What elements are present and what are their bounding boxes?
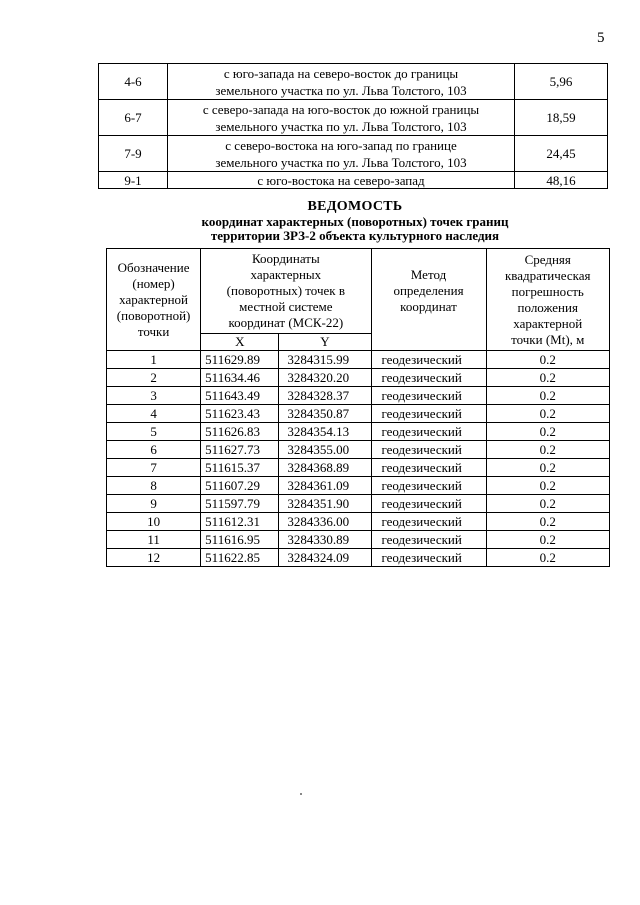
coord-x: 511612.31	[201, 513, 279, 531]
segment-row	[99, 136, 608, 172]
method-cell: геодезический	[371, 549, 486, 567]
method-cell: геодезический	[371, 387, 486, 405]
coord-y: 3284324.09	[279, 549, 371, 567]
segments-table	[98, 63, 608, 189]
header-designation-line: точки	[137, 323, 170, 339]
header-error-line: точки (Mt), м	[511, 331, 585, 347]
header-error-line: квадратическая	[504, 267, 591, 283]
segment-id: 6-7	[99, 100, 168, 136]
method-cell: геодезический	[371, 441, 486, 459]
point-number: 9	[107, 495, 201, 513]
segment-description	[168, 136, 515, 172]
coord-y: 3284320.20	[279, 369, 371, 387]
error-cell: 0.2	[486, 351, 610, 369]
header-coordinates	[201, 249, 371, 334]
error-cell: 0.2	[486, 387, 610, 405]
method-cell: геодезический	[371, 423, 486, 441]
error-cell: 0.2	[486, 531, 610, 549]
coordinate-row	[107, 351, 610, 369]
title-line-2: территории ЗРЗ-2 объекта культурного наследия	[210, 228, 500, 243]
segment-length: 5,96	[515, 64, 608, 100]
segment-id: 9-1	[99, 172, 168, 189]
method-cell: геодезический	[371, 459, 486, 477]
header-error	[486, 249, 610, 351]
segment-row	[99, 64, 608, 100]
coord-y: 3284328.37	[279, 387, 371, 405]
coordinate-row	[107, 369, 610, 387]
method-cell: геодезический	[371, 513, 486, 531]
error-cell: 0.2	[486, 405, 610, 423]
point-number: 4	[107, 405, 201, 423]
error-cell: 0.2	[486, 513, 610, 531]
header-designation-line: (поворотной)	[116, 307, 191, 323]
coordinate-row	[107, 495, 610, 513]
segment-row	[99, 100, 608, 136]
coord-x: 511626.83	[201, 423, 279, 441]
coord-x: 511623.43	[201, 405, 279, 423]
method-cell: геодезический	[371, 405, 486, 423]
header-designation-line: Обозначение	[117, 259, 190, 275]
error-cell: 0.2	[486, 549, 610, 567]
point-number: 1	[107, 351, 201, 369]
coord-y: 3284350.87	[279, 405, 371, 423]
coordinates-table	[106, 248, 610, 567]
coord-x: 511616.95	[201, 531, 279, 549]
header-designation-line: характерной	[119, 291, 189, 307]
segment-length: 48,16	[515, 172, 608, 189]
point-number: 5	[107, 423, 201, 441]
header-coordinates-line: характерных	[250, 267, 322, 282]
segment-description-line: с юго-запада на северо-восток до границы	[223, 65, 459, 81]
title-main: ВЕДОМОСТЬ	[307, 199, 403, 214]
coordinate-row	[107, 459, 610, 477]
segment-description-line: с северо-востока на юго-запад по границе	[225, 137, 457, 153]
title-line-1: координат характерных (поворотных) точек границ	[201, 214, 509, 229]
coord-x: 511615.37	[201, 459, 279, 477]
segment-description-line: земельного участка по ул. Льва Толстого, 103	[215, 118, 467, 134]
header-coordinates-line: координат (МСК-22)	[228, 315, 344, 330]
coordinate-row	[107, 423, 610, 441]
point-number: 10	[107, 513, 201, 531]
error-cell: 0.2	[486, 423, 610, 441]
method-cell: геодезический	[371, 351, 486, 369]
page-number: 5	[597, 30, 605, 46]
coord-x: 511597.79	[201, 495, 279, 513]
point-number: 7	[107, 459, 201, 477]
error-cell: 0.2	[486, 459, 610, 477]
scan-speck	[300, 793, 302, 795]
statement-title	[100, 199, 610, 243]
coord-y: 3284368.89	[279, 459, 371, 477]
header-method-line: определения	[393, 283, 464, 298]
coord-x: 511622.85	[201, 549, 279, 567]
header-designation-line: (номер)	[132, 275, 175, 291]
header-coordinates-line: Координаты	[251, 251, 320, 266]
coord-y: 3284330.89	[279, 531, 371, 549]
coord-y: 3284336.00	[279, 513, 371, 531]
segment-description-line: с северо-запада на юго-восток до южной границы	[202, 101, 480, 117]
coordinate-row	[107, 531, 610, 549]
segment-description-line: земельного участка по ул. Льва Толстого, 103	[215, 82, 467, 98]
error-cell: 0.2	[486, 441, 610, 459]
header-coordinates-line: (поворотных) точек в	[226, 283, 345, 298]
point-number: 8	[107, 477, 201, 495]
segment-id: 4-6	[99, 64, 168, 100]
header-x: X	[201, 334, 279, 351]
coord-x: 511643.49	[201, 387, 279, 405]
point-number: 3	[107, 387, 201, 405]
point-number: 2	[107, 369, 201, 387]
coord-x: 511629.89	[201, 351, 279, 369]
header-y: Y	[279, 334, 371, 351]
segment-description	[168, 172, 515, 189]
error-cell: 0.2	[486, 495, 610, 513]
segment-description	[168, 64, 515, 100]
header-coordinates-line: местной системе	[239, 299, 333, 314]
coordinate-row	[107, 513, 610, 531]
coordinate-row	[107, 549, 610, 567]
coord-x: 511627.73	[201, 441, 279, 459]
header-designation	[107, 249, 201, 351]
coord-y: 3284361.09	[279, 477, 371, 495]
segment-description-line: с юго-востока на северо-запад	[257, 172, 425, 188]
point-number: 11	[107, 531, 201, 549]
coord-x: 511607.29	[201, 477, 279, 495]
header-method	[371, 249, 486, 351]
coord-y: 3284315.99	[279, 351, 371, 369]
segment-row	[99, 172, 608, 189]
segment-description	[168, 100, 515, 136]
header-method-line: координат	[400, 299, 457, 314]
error-cell: 0.2	[486, 477, 610, 495]
point-number: 6	[107, 441, 201, 459]
coord-x: 511634.46	[201, 369, 279, 387]
header-error-line: характерной	[513, 315, 583, 331]
method-cell: геодезический	[371, 369, 486, 387]
header-method-line: Метод	[410, 267, 447, 282]
segment-description-line: земельного участка по ул. Льва Толстого, 103	[215, 154, 467, 170]
error-cell: 0.2	[486, 369, 610, 387]
method-cell: геодезический	[371, 495, 486, 513]
segment-length: 18,59	[515, 100, 608, 136]
header-error-line: положения	[517, 299, 578, 315]
header-error-line: Средняя	[524, 251, 571, 267]
method-cell: геодезический	[371, 477, 486, 495]
point-number: 12	[107, 549, 201, 567]
coordinate-row	[107, 477, 610, 495]
coord-y: 3284351.90	[279, 495, 371, 513]
coordinate-row	[107, 387, 610, 405]
method-cell: геодезический	[371, 531, 486, 549]
header-error-line: погрешность	[511, 283, 584, 299]
coordinate-row	[107, 441, 610, 459]
coord-y: 3284354.13	[279, 423, 371, 441]
coord-y: 3284355.00	[279, 441, 371, 459]
segment-length: 24,45	[515, 136, 608, 172]
coordinate-row	[107, 405, 610, 423]
segment-id: 7-9	[99, 136, 168, 172]
